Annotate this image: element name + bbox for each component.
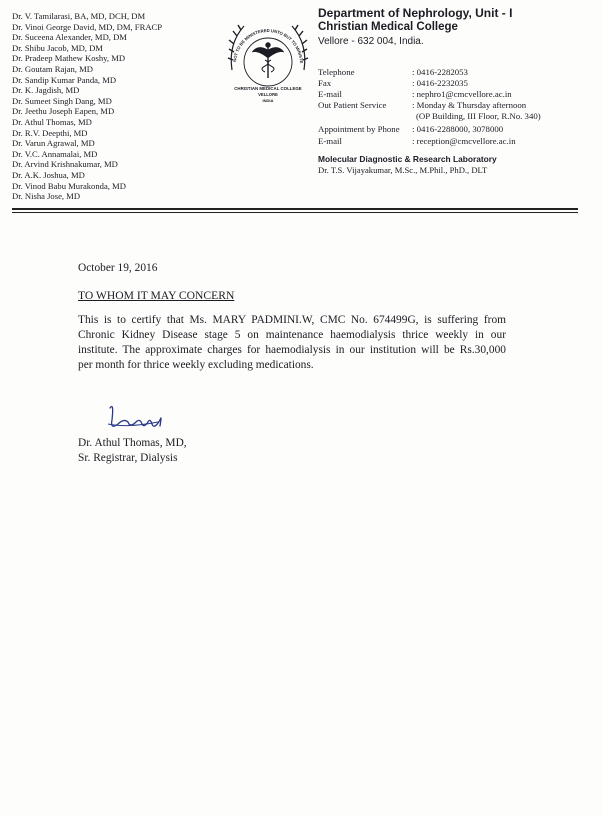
contact-label: E-mail	[318, 89, 342, 99]
emblem-country: INDIA	[262, 98, 274, 103]
doctor-name: Dr. Jeethu Joseph Eapen, MD	[12, 106, 115, 117]
doctor-name: Dr. R.V. Deepthi, MD	[12, 127, 88, 138]
contact-value: : reception@cmcvellore.ac.in	[412, 136, 516, 146]
emblem-city: VELLORE	[258, 92, 278, 97]
contact-label: E-mail	[318, 136, 342, 146]
contact-value: : 0416-2232035	[412, 78, 468, 88]
college-address: Vellore - 632 004, India.	[318, 36, 424, 47]
signer-title: Sr. Registrar, Dialysis	[78, 452, 178, 465]
lab-person: Dr. T.S. Vijayakumar, M.Sc., M.Phil., PhD., DLT	[318, 165, 488, 175]
header-divider-thin	[12, 212, 578, 213]
doctor-name: Dr. Varun Agrawal, MD	[12, 138, 95, 149]
body-line: Chronic Kidney Disease stage 5 on maintenance haemodialysis thrice weekly in our	[78, 329, 506, 341]
doctor-name: Dr. A.K. Joshua, MD	[12, 169, 85, 180]
emblem-motto: NOT TO BE MINISTERED UNTO BUT TO MINISTE	[232, 27, 305, 64]
contact-value: : 0416-2288000, 3078000	[412, 124, 504, 134]
lab-title: Molecular Diagnostic & Research Laboratory	[318, 154, 497, 164]
doctor-name: Dr. Sumeet Singh Dang, MD	[12, 95, 112, 106]
doctor-name: Dr. Suceena Alexander, MD, DM	[12, 32, 127, 43]
signer-name: Dr. Athul Thomas, MD,	[78, 437, 187, 449]
doctor-name: Dr. Pradeep Mathew Koshy, MD	[12, 53, 126, 64]
doctor-name: Dr. K. Jagdish, MD	[12, 85, 80, 96]
doctor-name: Dr. V.C. Annamalai, MD	[12, 148, 98, 159]
contact-value: : 0416-2282053	[412, 67, 468, 77]
contact-label: Out Patient Service	[318, 100, 387, 110]
doctor-name: Dr. Athul Thomas, MD	[12, 116, 92, 127]
signatory	[78, 436, 187, 466]
contact-label: Appointment by Phone	[318, 124, 400, 134]
doctor-name: Dr. V. Tamilarasi, BA, MD, DCH, DM	[12, 11, 146, 21]
contact-value: (OP Building, III Floor, R.No. 340)	[416, 111, 541, 121]
contact-value: : Monday & Thursday afternoon	[412, 100, 527, 110]
letter-heading: TO WHOM IT MAY CONCERN	[78, 289, 235, 302]
contact-label: Telephone	[318, 67, 355, 77]
body-line: institute. The approximate charges for haemodialysis in our institution will be Rs.30,000	[78, 344, 506, 356]
doctor-name: Dr. Goutam Rajan, MD	[12, 63, 93, 74]
letter-date: October 19, 2016	[78, 262, 158, 274]
doctor-name: Dr. Vinod Babu Murakonda, MD	[12, 180, 126, 191]
handwritten-signature	[100, 398, 190, 438]
body-line: This is to certify that Ms. MARY PADMINI.W, CMC No. 674499G, is suffering from	[78, 314, 506, 326]
svg-text:NOT TO BE MINISTERED UNTO BUT	[222, 8, 304, 64]
doctor-name: Dr. Shibu Jacob, MD, DM	[12, 42, 103, 53]
doctor-name: Dr. Vinoi George David, MD, DM, FRACP	[12, 21, 163, 32]
contact-label: Fax	[318, 78, 332, 88]
emblem-college-name: CHRISTIAN MEDICAL COLLEGE	[234, 86, 302, 91]
doctor-name: Dr. Sandip Kumar Panda, MD	[12, 74, 117, 85]
body-line: per month for thrice weekly excluding medications.	[78, 359, 314, 371]
contact-value: : nephro1@cmcvellore.ac.in	[412, 89, 512, 99]
doctor-name: Dr. Nisha Jose, MD	[12, 191, 81, 202]
college-emblem-logo	[222, 8, 314, 118]
department-name: Department of Nephrology, Unit - I	[318, 6, 513, 20]
letter-body	[78, 313, 506, 373]
college-name: Christian Medical College	[318, 21, 458, 33]
header-divider	[12, 208, 578, 210]
doctor-list	[12, 11, 217, 202]
doctor-name: Dr. Arvind Krishnakumar, MD	[12, 159, 118, 170]
